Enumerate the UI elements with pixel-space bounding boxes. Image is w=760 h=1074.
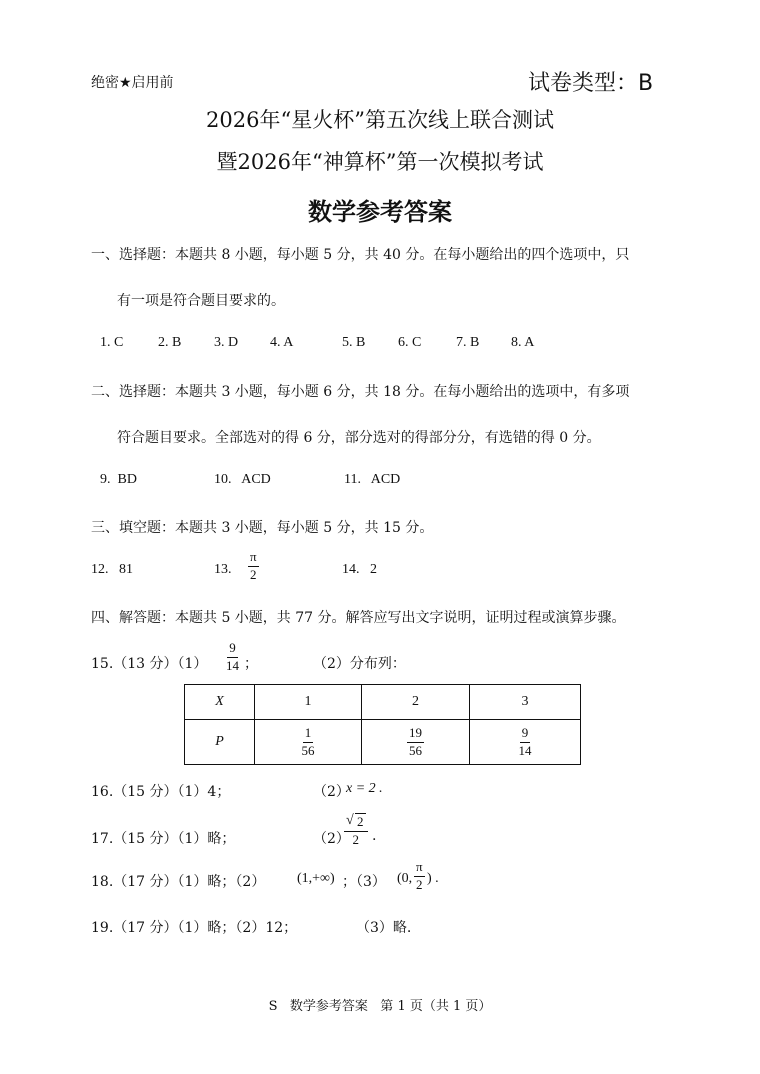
fraction-denominator: 56 bbox=[409, 742, 422, 758]
section-2-instructions-cont: 符合题目要求。全部选对的得 6 分，部分选对的得部分分，有选错的得 0 分。 bbox=[117, 430, 601, 446]
answer-3: 3. D bbox=[214, 335, 239, 350]
section-3-instructions: 三、填空题：本题共 3 小题，每小题 5 分，共 15 分。 bbox=[91, 520, 434, 536]
answer-10: 10. ACD bbox=[214, 472, 271, 487]
table-cell bbox=[362, 720, 470, 765]
table-cell bbox=[470, 720, 581, 765]
answer-13-fraction bbox=[248, 550, 259, 583]
table-header-cell: 2 bbox=[362, 685, 470, 720]
q18-interval-3-open: (0, bbox=[397, 871, 413, 886]
q17-fraction bbox=[344, 815, 368, 848]
section-4-instructions: 四、解答题：本题共 5 小题，共 77 分。解答应写出文字说明，证明过程或演算步骤。 bbox=[91, 610, 626, 626]
fraction-numerator: π bbox=[248, 550, 259, 567]
answer-8: 8. A bbox=[511, 335, 535, 350]
q15-separator: ； bbox=[244, 656, 258, 672]
q17-label: 17.（15 分）（1）略； bbox=[91, 831, 236, 847]
paper-type-label: 试卷类型：B bbox=[528, 71, 654, 96]
fraction-numerator: 19 bbox=[407, 726, 424, 743]
answer-1: 1. C bbox=[100, 335, 124, 350]
q17-tail: . bbox=[372, 828, 377, 844]
fraction-denominator: 56 bbox=[301, 742, 315, 758]
answer-11: 11. ACD bbox=[344, 472, 401, 487]
q15-label: 15.（13 分）（1） bbox=[91, 656, 208, 672]
q15-fraction bbox=[226, 641, 239, 674]
table-row bbox=[185, 685, 581, 720]
fraction-denominator: 14 bbox=[226, 657, 239, 673]
q19-part3: （3）略. bbox=[356, 920, 412, 936]
fraction-denominator: 14 bbox=[518, 742, 532, 758]
confidential-label: 绝密★启用前 bbox=[91, 75, 174, 91]
q18-interval-2: (1,+∞) bbox=[297, 871, 335, 886]
q17-part2: （2） bbox=[313, 831, 350, 847]
title-line-1: 2026年“星火杯”第五次线上联合测试 bbox=[206, 108, 554, 132]
answer-2: 2. B bbox=[158, 335, 182, 350]
q19-label: 19.（17 分）（1）略；（2）12； bbox=[91, 920, 298, 936]
answer-9: 9. BD bbox=[100, 472, 137, 487]
fraction-denominator: 2 bbox=[416, 876, 423, 892]
fraction-numerator: π bbox=[414, 860, 425, 877]
page-title: 数学参考答案 bbox=[308, 197, 452, 226]
answer-6: 6. C bbox=[398, 335, 422, 350]
distribution-table bbox=[184, 684, 581, 765]
q18-interval-3-close: ) . bbox=[427, 871, 439, 886]
table-header-cell: 1 bbox=[255, 685, 362, 720]
table-row-label: P bbox=[185, 720, 255, 765]
answer-4: 4. A bbox=[270, 335, 294, 350]
table-cell bbox=[255, 720, 362, 765]
q18-label: 18.（17 分）（1）略；（2） bbox=[91, 874, 266, 890]
answer-5: 5. B bbox=[342, 335, 366, 350]
table-row bbox=[185, 720, 581, 765]
q18-separator: ；（3） bbox=[342, 874, 386, 890]
section-1-instructions: 一、选择题：本题共 8 小题，每小题 5 分，共 40 分。在每小题给出的四个选项中，只 bbox=[91, 247, 630, 263]
sqrt-symbol: √ 2 bbox=[346, 813, 364, 829]
fraction-denominator: 2 bbox=[250, 566, 257, 582]
q16-answer: x = 2 . bbox=[346, 781, 383, 796]
section-1-instructions-cont: 有一项是符合题目要求的。 bbox=[117, 293, 285, 309]
table-header-cell: X bbox=[185, 685, 255, 720]
answer-14: 14. 2 bbox=[342, 562, 377, 577]
radicand: 2 bbox=[357, 814, 364, 829]
fraction-numerator: 9 bbox=[520, 726, 531, 743]
answer-7: 7. B bbox=[456, 335, 480, 350]
answer-12: 12. 81 bbox=[91, 562, 133, 577]
q15-part2: （2）分布列： bbox=[313, 656, 406, 672]
fraction-numerator: 1 bbox=[303, 726, 314, 743]
table-header-cell: 3 bbox=[470, 685, 581, 720]
page-footer: S 数学参考答案 第 1 页（共 1 页） bbox=[268, 999, 492, 1014]
title-line-2: 暨2026年“神算杯”第一次模拟考试 bbox=[216, 150, 544, 174]
q16-label: 16.（15 分）（1）4； bbox=[91, 784, 231, 800]
q16-part2: （2） bbox=[313, 784, 350, 800]
fraction-numerator: 9 bbox=[227, 641, 238, 658]
answer-13-label: 13. bbox=[214, 562, 232, 577]
q18-fraction bbox=[414, 860, 425, 893]
section-2-instructions: 二、选择题：本题共 3 小题，每小题 6 分，共 18 分。在每小题给出的选项中，有多项 bbox=[91, 384, 630, 400]
fraction-denominator: 2 bbox=[352, 831, 359, 847]
